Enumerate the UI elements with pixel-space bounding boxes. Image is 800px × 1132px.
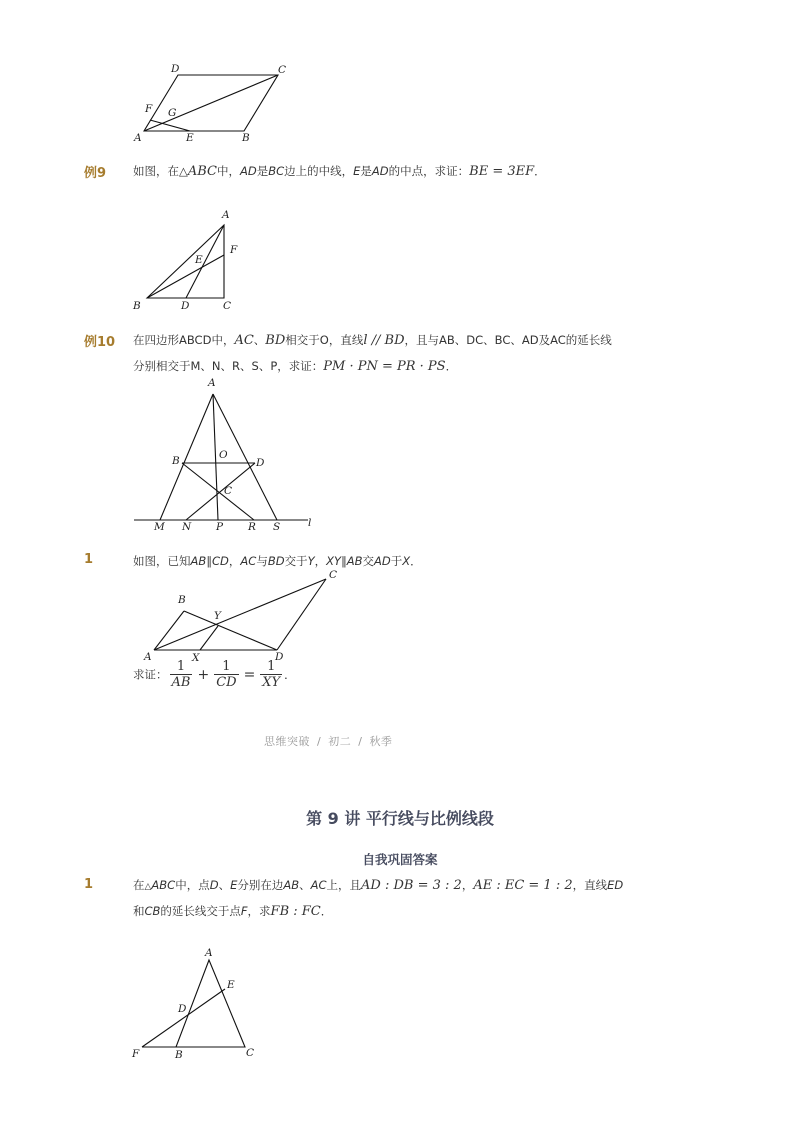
var: AB (346, 554, 363, 568)
text: 中，点 (175, 878, 210, 892)
var: CB (144, 904, 161, 918)
text: ， (314, 554, 327, 568)
line-am (160, 394, 213, 520)
fraction-1-ab (170, 659, 193, 690)
var: XY (326, 554, 341, 568)
numerator: 1 (267, 659, 276, 674)
label-c: C (224, 485, 233, 497)
question-1-prove (133, 659, 296, 690)
answer-1-number: 1 (84, 877, 94, 892)
label-d: D (181, 300, 190, 312)
text: ． (410, 554, 422, 568)
var: E (230, 878, 238, 892)
text: 交 (362, 554, 375, 568)
text: 于 (390, 554, 403, 568)
prove-label: 求证： (133, 667, 168, 682)
line-bd (184, 611, 277, 650)
line-ap (213, 394, 218, 520)
numerator: 1 (222, 659, 231, 674)
figure-parallelogram (130, 60, 300, 145)
label-c: C (223, 300, 232, 312)
math: FB : FC (270, 904, 321, 919)
text: 的中点，求证： (388, 164, 470, 178)
label-c: C (329, 569, 338, 581)
label-c: C (246, 1047, 255, 1059)
answer-1-text-line1 (133, 877, 623, 893)
label-d: D (256, 457, 265, 469)
label-s: S (273, 521, 281, 533)
text: 上，且 (326, 878, 362, 892)
label-b: B (133, 300, 141, 312)
label-g: G (168, 107, 177, 119)
text: 是 (256, 164, 269, 178)
lecture-title: 第 9 讲 平行线与比例线段 (306, 809, 494, 828)
plus-sign: + (197, 666, 210, 683)
var: Y (307, 554, 315, 568)
page-footer (264, 733, 392, 749)
label-d: D (178, 1003, 187, 1015)
math: BE = 3EF (469, 164, 535, 179)
text: 如图，已知 (133, 554, 191, 568)
label-f: F (132, 1048, 140, 1060)
var: BD (267, 554, 285, 568)
math: PM · PN = PR · PS (323, 359, 446, 374)
math: ABC (187, 164, 217, 179)
label-a: A (222, 209, 230, 221)
line-ac (154, 579, 326, 650)
var: AB (190, 554, 207, 568)
fraction-1-xy (260, 659, 282, 690)
label-b: B (178, 594, 186, 606)
footer-series: 思维突破 (264, 735, 310, 748)
label-b: B (242, 132, 250, 144)
example-9-text (133, 163, 546, 179)
text: 是 (360, 164, 372, 178)
text: ， (228, 554, 241, 568)
text: 的延长线交于点 (160, 904, 241, 918)
example-9-number: 例9 (84, 166, 107, 181)
label-b: B (175, 1049, 183, 1061)
label-l: l (308, 517, 312, 529)
answer-1-text-line2 (133, 903, 332, 919)
label-e: E (227, 979, 235, 991)
figure-example-9 (128, 205, 248, 315)
label-c: C (278, 64, 287, 76)
label-y: Y (214, 610, 221, 622)
label-a: A (205, 947, 213, 959)
text: 在 (133, 878, 145, 892)
var: F (240, 904, 248, 918)
text: 中， (216, 164, 240, 178)
var: X (402, 554, 411, 568)
text: ∥ (206, 554, 213, 568)
text: 交于 (284, 554, 308, 568)
label-o: O (219, 449, 228, 461)
text: ． (534, 164, 546, 178)
diagonal-ac (144, 75, 278, 131)
text: ． (320, 904, 333, 918)
fraction-1-cd (214, 659, 238, 690)
var: ABC (151, 878, 176, 892)
var: AC (310, 878, 327, 892)
question-1-number: 1 (84, 552, 94, 567)
figure-question-1 (140, 566, 345, 666)
text: 如图，在△ (133, 164, 188, 178)
text: 相交于O，直线 (285, 333, 364, 347)
text: ， (461, 878, 474, 892)
triangle-symbol: △ (144, 882, 152, 892)
text: 、 (299, 878, 311, 892)
label-x: X (192, 652, 200, 664)
var: CD (212, 554, 229, 568)
label-d: D (275, 651, 284, 663)
text: 分别相交于M、N、R、S、P，求证： (133, 359, 324, 373)
example-10-number: 例10 (84, 335, 116, 350)
example-10-text-line1 (133, 332, 612, 348)
var: BC (268, 164, 285, 178)
line-dn (186, 463, 255, 520)
equals-sign: = (243, 666, 256, 683)
math: AE : EC = 1 : 2 (473, 878, 573, 893)
text: 、 (218, 878, 231, 892)
text: 在四边形ABCD中， (133, 333, 235, 347)
text: ，且与AB、DC、BC、AD及AC的延长线 (404, 333, 612, 347)
footer-grade: 初二 (328, 735, 352, 748)
var: ED (607, 878, 624, 892)
label-d: D (171, 63, 180, 75)
var: AD (371, 164, 389, 178)
var: E (353, 164, 361, 178)
denominator: CD (216, 675, 237, 690)
label-n: N (182, 521, 192, 533)
var: D (209, 878, 219, 892)
text: ． (445, 359, 458, 373)
var: AD (374, 554, 391, 568)
denominator: AB (171, 675, 191, 690)
label-f: F (145, 103, 153, 115)
example-10-text-line2 (133, 358, 457, 374)
section-title: 自我巩固答案 (362, 852, 438, 867)
math: l // BD (363, 333, 405, 348)
median-ad (186, 225, 224, 298)
text: ∥ (341, 554, 347, 568)
var: AC (240, 554, 257, 568)
text: ． (284, 667, 296, 682)
label-a: A (208, 377, 216, 389)
text: 边上的中线， (284, 164, 354, 178)
label-f: F (230, 244, 238, 256)
footer-season: 秋季 (369, 735, 393, 748)
figure-answer-1 (128, 940, 268, 1065)
label-a: A (134, 132, 142, 144)
text: 和 (133, 904, 145, 918)
label-a: A (144, 651, 152, 663)
text: 、 (253, 333, 266, 347)
label-e: E (195, 254, 203, 266)
var: AD (239, 164, 257, 178)
numerator: 1 (176, 659, 186, 674)
label-m: M (154, 521, 165, 533)
separator: / (317, 735, 322, 748)
math: BD (265, 333, 286, 348)
text: 与 (256, 554, 268, 568)
text: ，直线 (572, 878, 608, 892)
var: AB (283, 878, 300, 892)
figure-example-10 (130, 375, 320, 533)
label-e: E (186, 132, 194, 144)
label-p: P (216, 521, 224, 533)
math: AC (234, 333, 254, 348)
label-r: R (248, 521, 256, 533)
text: 分别在边 (237, 878, 284, 892)
label-b: B (172, 455, 180, 467)
text: ，求 (247, 904, 271, 918)
line-fe (142, 989, 225, 1047)
denominator: XY (262, 675, 281, 690)
separator: / (358, 735, 363, 748)
math: AD : DB = 3 : 2 (361, 878, 462, 893)
